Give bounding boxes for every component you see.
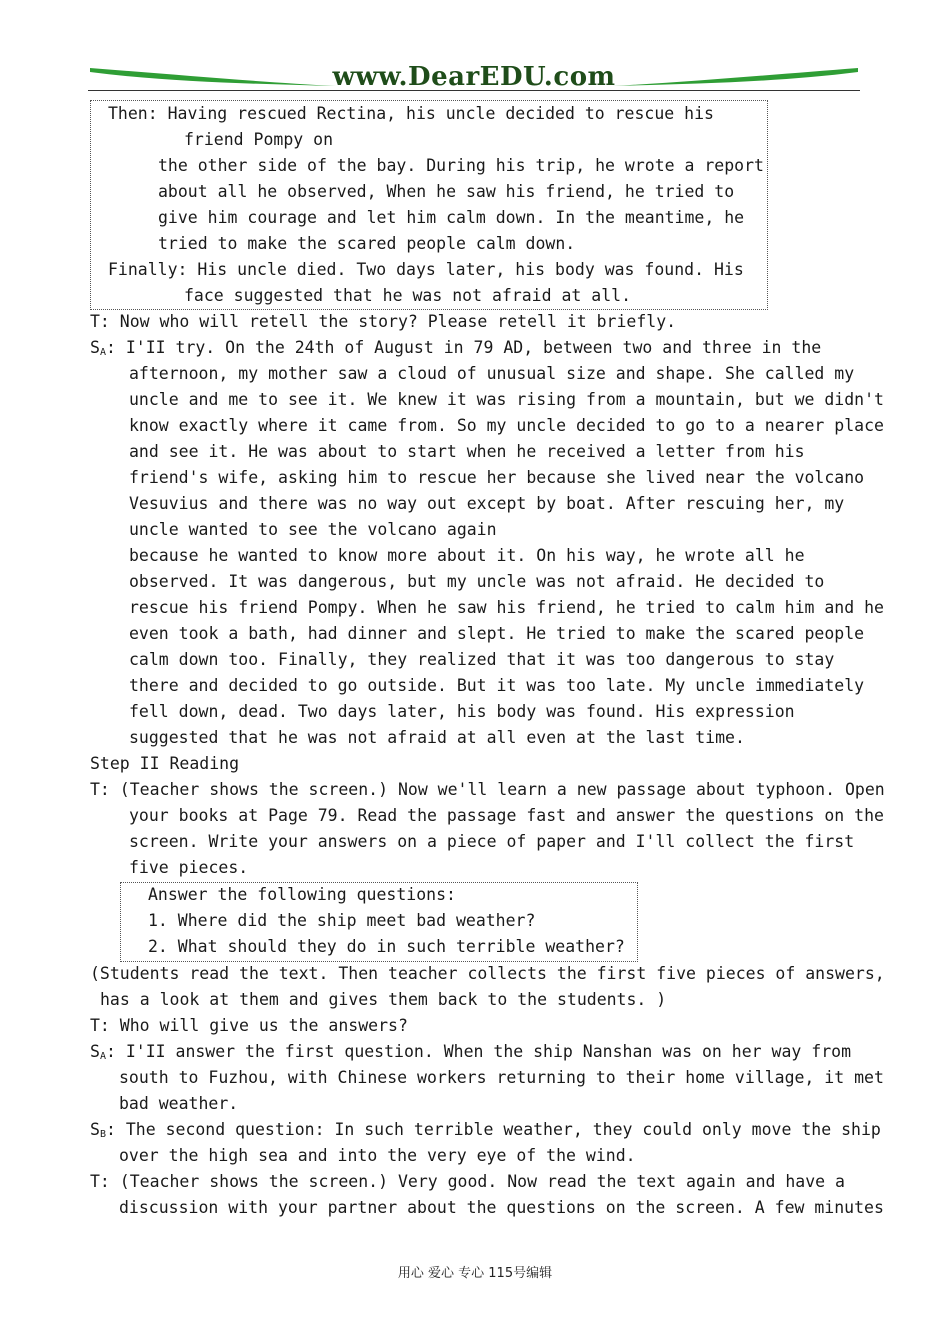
header-rule [88,90,860,91]
page-footer: 用心 爱心 专心 115号编辑 [397,1266,553,1281]
para-line: because he wanted to know more about it. On his way, he wrote all he [129,546,805,565]
para-line: friend's wife, asking him to rescue her because she lived near the volcano [129,468,865,487]
box2-line: 1. Where did the ship meet bad weather? [148,911,536,930]
teacher-line: T: Who will give us the answers? [90,1016,408,1035]
box1-line: face suggested that he was not afraid at all. [184,286,632,305]
stage-direction: has a look at them and gives them back to the students. ) [100,990,667,1009]
para-line: uncle wanted to see the volcano again [129,520,497,539]
student-b-line: $S_B$: The second question: In such terrible weather, they could only move the ship [90,1120,881,1140]
student-a-text: : I'II answer the first question. When the ship Nanshan was on her way from [105,1042,852,1061]
student-a-text: : I'II try. On the 24th of August in 79 AD, between two and three in the [105,338,822,357]
box2-line: Answer the following questions: [148,885,456,904]
box1-line: the other side of the bay. During his trip, he wrote a report [158,156,764,175]
box1-line: tried to make the scared people calm down. [158,234,576,253]
box1-line: Then: Having rescued Rectina, his uncle decided to rescue his [108,104,714,123]
box1-line: give him courage and let him calm down. In the meantime, he [158,208,745,227]
para-line: know exactly where it came from. So my uncle decided to go to a nearer place [129,416,884,435]
step-heading: Step II Reading [90,754,240,773]
speaker-subscript: A [99,1051,106,1062]
para-line: over the high sea and into the very eye of the wind. [119,1146,636,1165]
site-title: www.DearEDU.com [332,62,616,92]
para-line: south to Fuzhou, with Chinese workers returning to their home village, it met [119,1068,884,1087]
para-line: calm down too. Finally, they realized that it was too dangerous to stay [129,650,835,669]
para-line: there and decided to go outside. But it was too late. My uncle immediately [129,676,865,695]
para-line: observed. It was dangerous, but my uncle was not afraid. He decided to [129,572,825,591]
para-line: your books at Page 79. Read the passage fast and answer the questions on the [129,806,884,825]
box2-line: 2. What should they do in such terrible weather? [148,937,625,956]
box1-line: Finally: His uncle died. Two days later, his body was found. His [108,260,744,279]
page-header [88,58,860,98]
para-line: fell down, dead. Two days later, his body was found. His expression [129,702,795,721]
para-line: uncle and me to see it. We knew it was rising from a mountain, but we didn't [129,390,884,409]
para-line: and see it. He was about to start when he received a letter from his [129,442,805,461]
para-line: suggested that he was not afraid at all even at the last time. [129,728,745,747]
box1-line: about all he observed, When he saw his friend, he tried to [158,182,735,201]
para-line: rescue his friend Pompy. When he saw his friend, he tried to calm him and he [129,598,884,617]
teacher-line: T: (Teacher shows the screen.) Now we'll learn a new passage about typhoon. Open [90,780,885,799]
speaker-subscript: B [99,1129,106,1140]
box1-line: friend Pompy on [184,130,334,149]
teacher-line: T: Now who will retell the story? Please retell it briefly. [90,312,677,331]
para-line: bad weather. [119,1094,239,1113]
student-a-line: $S_A$: I'II answer the first question. When the ship Nanshan was on her way from [90,1042,852,1062]
para-line: screen. Write your answers on a piece of paper and I'll collect the first [129,832,855,851]
para-line: even took a bath, had dinner and slept. He tried to make the scared people [129,624,865,643]
para-line: discussion with your partner about the questions on the screen. A few minutes [119,1198,884,1217]
speaker-subscript: A [99,347,106,358]
stage-direction: (Students read the text. Then teacher collects the first five pieces of answers, [90,964,885,983]
para-line: five pieces. [129,858,249,877]
para-line: Vesuvius and there was no way out except by boat. After rescuing her, my [129,494,845,513]
para-line: afternoon, my mother saw a cloud of unusual size and shape. She called my [129,364,855,383]
student-a-line: $S_A$: I'II try. On the 24th of August in 79 AD, between two and three in the [90,338,822,358]
student-b-text: : The second question: In such terrible weather, they could only move the ship [105,1120,881,1139]
teacher-line: T: (Teacher shows the screen.) Very good. Now read the text again and have a [90,1172,845,1191]
